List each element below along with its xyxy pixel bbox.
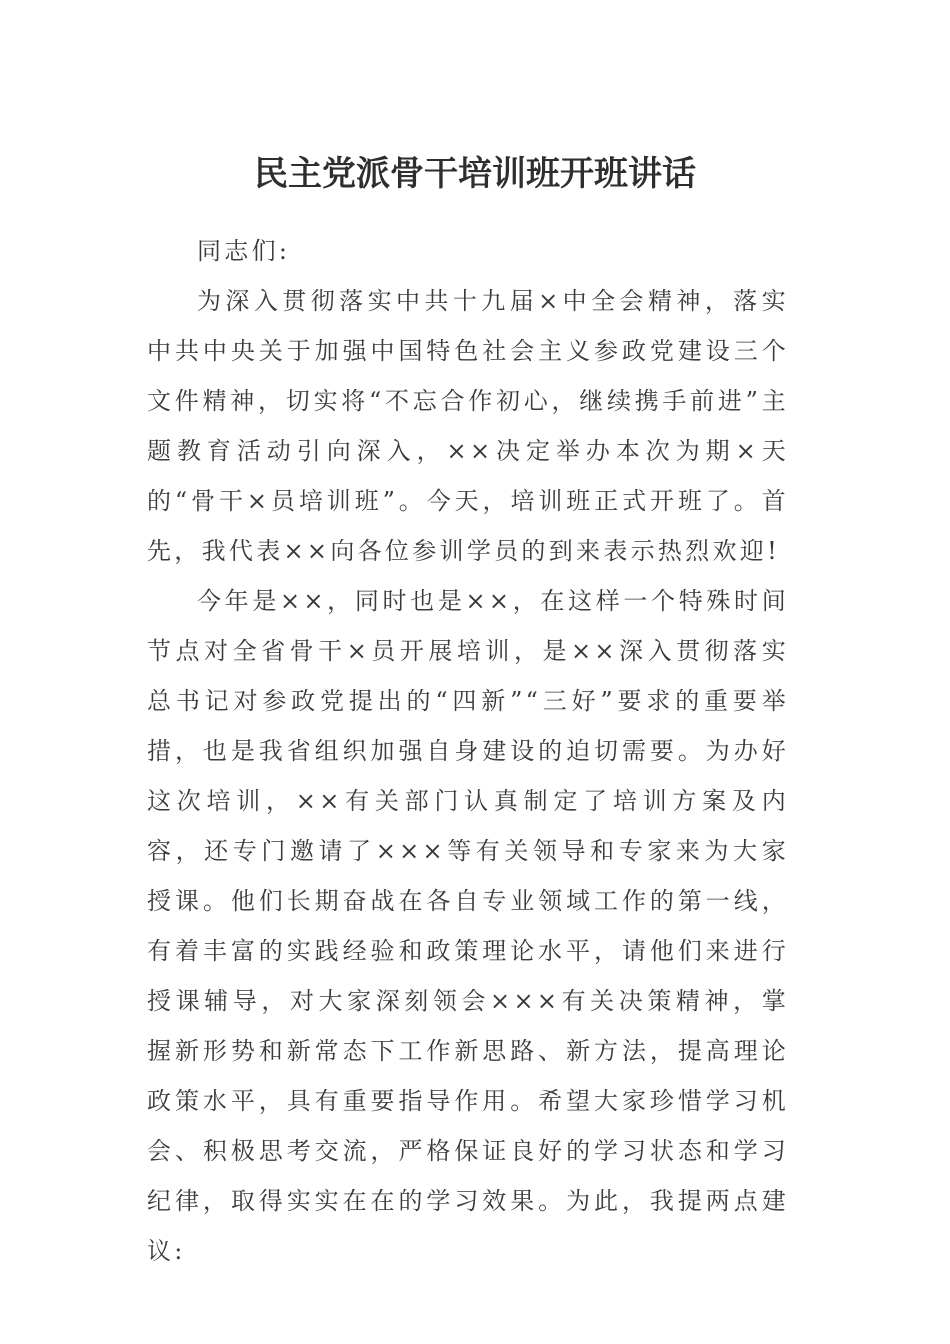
document-body — [147, 226, 789, 1276]
body-paragraph-1: 为深入贯彻落实中共十九届×中全会精神，落实中共中央关于加强中国特色社会主义参政党建设三个文件精神，切实将“不忘合作初心，继续携手前进”主题教育活动引向深入，××决定举办本次为期×天的“骨干×员培训班”。今天，培训班正式开班了。首先，我代表××向各位参训学员的到来表示热烈欢迎! — [147, 287, 789, 565]
greeting-paragraph: 同志们: — [197, 237, 291, 265]
document-title: 民主党派骨干培训班开班讲话 — [254, 154, 696, 194]
body-paragraph-2: 今年是××，同时也是××，在这样一个特殊时间节点对全省骨干×员开展培训，是××深入贯彻落实总书记对参政党提出的“四新”“三好”要求的重要举措，也是我省组织加强自身建设的迫切需要。为办好这次培训，××有关部门认真制定了培训方案及内容，还专门邀请了×××等有关领导和专家来为大家授课。他们长期奋战在各自专业领域工作的第一线，有着丰富的实践经验和政策理论水平，请他们来进行授课辅导，对大家深刻领会×××有关决策精神，掌握新形势和新常态下工作新思路、新方法，提高理论政策水平，具有重要指导作用。希望大家珍惜学习机会、积极思考交流，严格保证良好的学习状态和学习纪律，取得实实在在的学习效果。为此，我提两点建议: — [147, 587, 789, 1265]
